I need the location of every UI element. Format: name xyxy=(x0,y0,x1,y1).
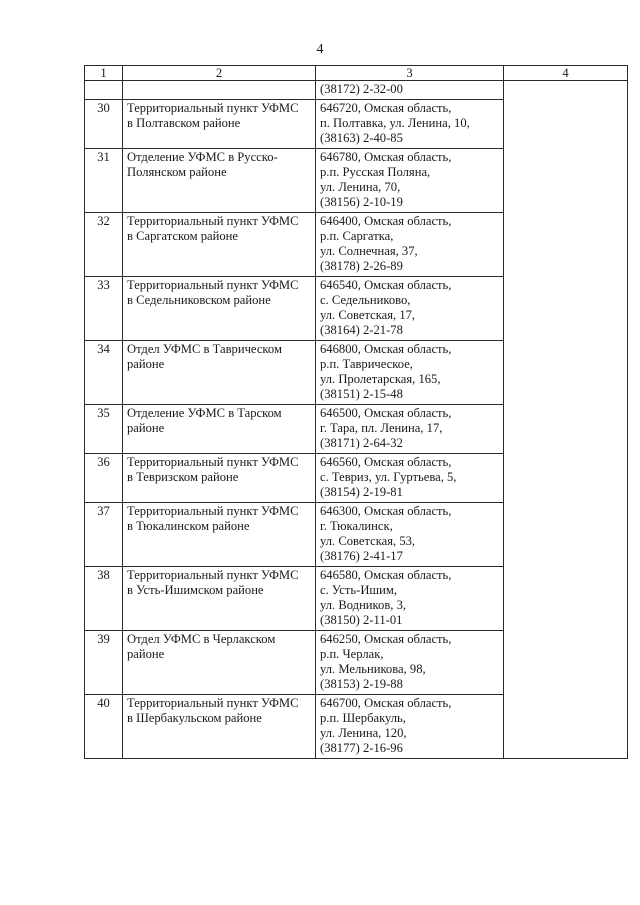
address-line: с. Седельниково, xyxy=(320,293,411,307)
row-number: 33 xyxy=(85,277,123,341)
office-name-line: Территориальный пункт УФМС xyxy=(127,696,299,710)
row-number: 32 xyxy=(85,213,123,277)
name-cell xyxy=(123,405,316,454)
address-cell xyxy=(316,567,504,631)
office-name-line: Отделение УФМС в Тарском xyxy=(127,406,282,420)
table-body xyxy=(85,81,628,759)
address-line: с. Усть-Ишим, xyxy=(320,583,397,597)
address-line: (38156) 2-10-19 xyxy=(320,195,403,209)
address-line: 646300, Омская область, xyxy=(320,504,452,518)
address-line: (38163) 2-40-85 xyxy=(320,131,403,145)
office-name-line: Отдел УФМС в Черлакском xyxy=(127,632,276,646)
address-line: р.п. Таврическое, xyxy=(320,357,413,371)
address-line: с. Тевриз, ул. Гуртьева, 5, xyxy=(320,470,457,484)
address-line: (38171) 2-64-32 xyxy=(320,436,403,450)
address-cell xyxy=(316,503,504,567)
address-line: п. Полтавка, ул. Ленина, 10, xyxy=(320,116,470,130)
name-cell xyxy=(123,454,316,503)
row-number: 38 xyxy=(85,567,123,631)
address-line: (38176) 2-41-17 xyxy=(320,549,403,563)
page-number: 4 xyxy=(316,42,324,57)
address-line: (38151) 2-15-48 xyxy=(320,387,403,401)
office-name-line: в Полтавском районе xyxy=(127,116,241,130)
office-name-line: Территориальный пункт УФМС xyxy=(127,504,299,518)
address-line: (38154) 2-19-81 xyxy=(320,485,403,499)
address-line: г. Тюкалинск, xyxy=(320,519,393,533)
name-cell xyxy=(123,213,316,277)
address-line: 646800, Омская область, xyxy=(320,342,452,356)
address-line: ул. Ленина, 120, xyxy=(320,726,407,740)
office-name-line: в Усть-Ишимском районе xyxy=(127,583,264,597)
address-cell xyxy=(316,213,504,277)
address-line: (38178) 2-26-89 xyxy=(320,259,403,273)
address-line: 646720, Омская область, xyxy=(320,101,452,115)
address-line: ул. Советская, 53, xyxy=(320,534,416,548)
address-line: 646780, Омская область, xyxy=(320,150,452,164)
address-line: р.п. Шербакуль, xyxy=(320,711,406,725)
address-line: р.п. Черлак, xyxy=(320,647,384,661)
notes-cell xyxy=(504,81,628,759)
address-cell xyxy=(316,405,504,454)
address-cell xyxy=(316,695,504,759)
address-cell xyxy=(316,454,504,503)
office-name-line: в Шербакульском районе xyxy=(127,711,262,725)
row-number: 39 xyxy=(85,631,123,695)
name-cell xyxy=(123,149,316,213)
address-line: 646500, Омская область, xyxy=(320,406,452,420)
address-line: 646400, Омская область, xyxy=(320,214,452,228)
name-cell xyxy=(123,503,316,567)
office-name-line: в Тевризском районе xyxy=(127,470,239,484)
address-cell xyxy=(316,631,504,695)
row-number: 34 xyxy=(85,341,123,405)
header-cell: 3 xyxy=(316,66,504,81)
office-name-line: Территориальный пункт УФМС xyxy=(127,568,299,582)
name-cell xyxy=(123,81,316,100)
address-line: р.п. Русская Поляна, xyxy=(320,165,431,179)
address-cell xyxy=(316,100,504,149)
address-cell xyxy=(316,81,504,100)
name-cell xyxy=(123,277,316,341)
address-line: ул. Ленина, 70, xyxy=(320,180,401,194)
name-cell xyxy=(123,100,316,149)
address-line: 646250, Омская область, xyxy=(320,632,452,646)
header-cell: 2 xyxy=(123,66,316,81)
continuation-row xyxy=(85,81,628,100)
office-name-line: районе xyxy=(127,647,165,661)
address-line: 646540, Омская область, xyxy=(320,278,452,292)
name-cell xyxy=(123,695,316,759)
name-cell xyxy=(123,341,316,405)
row-number: 37 xyxy=(85,503,123,567)
header-cell: 4 xyxy=(504,66,628,81)
row-number: 31 xyxy=(85,149,123,213)
name-cell xyxy=(123,567,316,631)
address-line: р.п. Саргатка, xyxy=(320,229,394,243)
offices-table xyxy=(84,65,628,759)
address-line: (38164) 2-21-78 xyxy=(320,323,403,337)
address-line: (38153) 2-19-88 xyxy=(320,677,403,691)
office-name-line: Территориальный пункт УФМС xyxy=(127,278,299,292)
office-name-line: Территориальный пункт УФМС xyxy=(127,214,299,228)
address-cell xyxy=(316,149,504,213)
office-name-line: Территориальный пункт УФМС xyxy=(127,455,299,469)
address-line: ул. Мельникова, 98, xyxy=(320,662,426,676)
office-name-line: Отделение УФМС в Русско- xyxy=(127,150,278,164)
row-number: 40 xyxy=(85,695,123,759)
office-name-line: Полянском районе xyxy=(127,165,227,179)
address-line: 646580, Омская область, xyxy=(320,568,452,582)
office-name-line: в Саргатском районе xyxy=(127,229,238,243)
address-line: г. Тара, пл. Ленина, 17, xyxy=(320,421,443,435)
office-name-line: районе xyxy=(127,357,165,371)
address-cell xyxy=(316,277,504,341)
row-number: 35 xyxy=(85,405,123,454)
num-cell xyxy=(85,81,123,100)
office-name-line: Отдел УФМС в Таврическом xyxy=(127,342,282,356)
header-row xyxy=(85,66,628,81)
address-line: ул. Советская, 17, xyxy=(320,308,416,322)
row-number: 36 xyxy=(85,454,123,503)
address-line: (38172) 2-32-00 xyxy=(320,82,403,96)
address-line: 646700, Омская область, xyxy=(320,696,452,710)
header-cell: 1 xyxy=(85,66,123,81)
row-number: 30 xyxy=(85,100,123,149)
address-line: 646560, Омская область, xyxy=(320,455,452,469)
name-cell xyxy=(123,631,316,695)
address-line: ул. Пролетарская, 165, xyxy=(320,372,441,386)
address-line: (38150) 2-11-01 xyxy=(320,613,403,627)
office-name-line: районе xyxy=(127,421,165,435)
office-name-line: Территориальный пункт УФМС xyxy=(127,101,299,115)
address-cell xyxy=(316,341,504,405)
address-line: ул. Водников, 3, xyxy=(320,598,407,612)
office-name-line: в Тюкалинском районе xyxy=(127,519,250,533)
address-line: ул. Солнечная, 37, xyxy=(320,244,418,258)
office-name-line: в Седельниковском районе xyxy=(127,293,271,307)
address-line: (38177) 2-16-96 xyxy=(320,741,403,755)
